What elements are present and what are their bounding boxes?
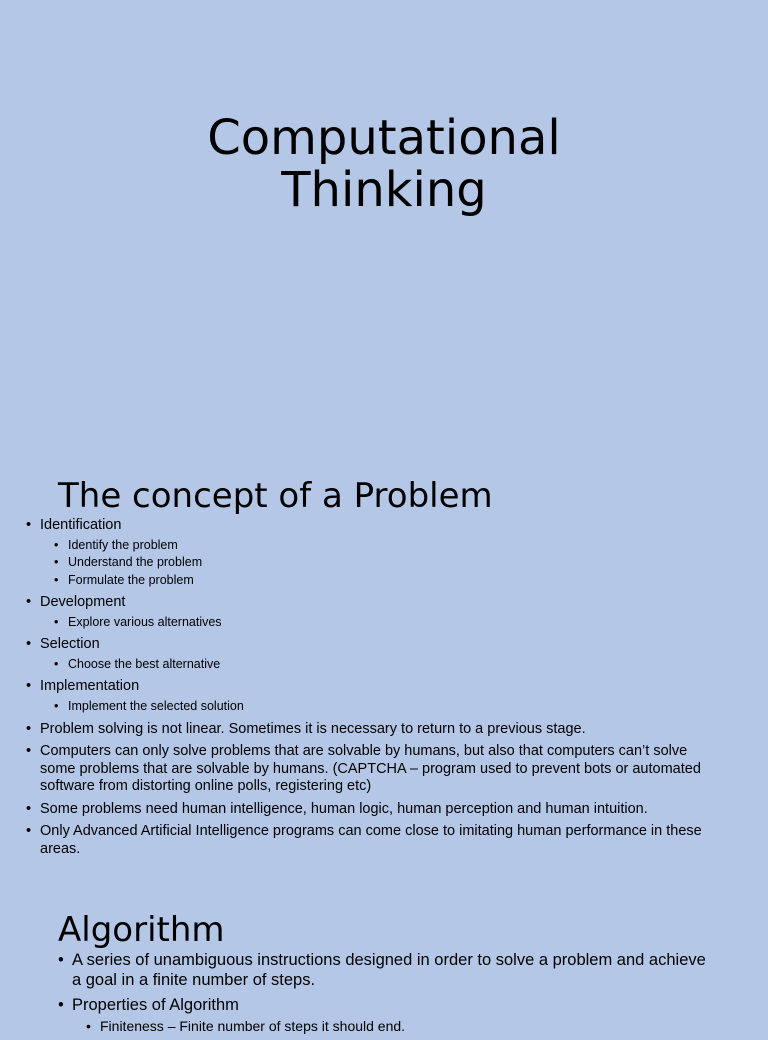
bullet-item: [26, 636, 726, 673]
title-slide: [0, 0, 768, 440]
bullet-item: [26, 678, 726, 715]
bullet-item: [26, 743, 726, 796]
sub-bullet-list: [40, 614, 726, 632]
sub-bullet-item: • Understand the problem: [40, 554, 726, 572]
bullet-item: [26, 517, 726, 589]
title-line-2: Thinking: [281, 162, 487, 218]
bullet-text: Identification: [40, 517, 122, 533]
bullet-item: [58, 950, 718, 990]
bullet-item: [26, 594, 726, 631]
sub-bullet-item: • Implement the selected solution: [40, 698, 726, 716]
bullet-text: Implementation: [40, 678, 140, 695]
slide-title: The concept of a Problem: [58, 476, 493, 516]
sub-bullet-item: • Explore various alternatives: [40, 614, 726, 632]
bullet-text: Some problems need human intelligence, human logic, human perception and human intuition.: [40, 800, 648, 817]
bullet-item: [58, 995, 718, 1035]
sub-bullet-item: • Formulate the problem: [40, 572, 726, 590]
bullet-item: [26, 801, 726, 819]
bullet-text: Problem solving is not linear. Sometimes it is necessary to return to a previous stage.: [40, 720, 586, 737]
sub-bullet-list: [40, 537, 726, 590]
bullet-text: Computers can only solve problems that are solvable by humans, but also that computers can’t solve some problems that are solvable by humans. (CAPTCHA – program used to prevent bots or automated software from distorting online polls, registering etc): [40, 743, 701, 795]
algorithm-slide: [0, 880, 768, 1034]
title-line-1: Computational: [207, 110, 561, 166]
bullet-text: A series of unambiguous instructions designed in order to solve a problem and achieve a goal in a finite number of steps.: [72, 951, 706, 989]
sub-bullet-item: • Finiteness – Finite number of steps it should end.: [72, 1017, 718, 1035]
bullet-item: [26, 823, 726, 858]
presentation-title: [0, 112, 768, 216]
bullet-text: Selection: [40, 636, 100, 653]
bullet-item: [26, 721, 726, 739]
bullet-list: [26, 517, 726, 863]
bullet-list: [58, 950, 718, 1040]
bullet-text: Properties of Algorithm: [72, 996, 239, 1014]
sub-bullet-list: [72, 1017, 718, 1035]
bullet-text: Only Advanced Artificial Intelligence programs can come close to imitating human performance in these areas.: [40, 823, 702, 857]
sub-bullet-item: • Choose the best alternative: [40, 656, 726, 674]
sub-bullet-list: [40, 698, 726, 716]
problem-concept-slide: [0, 440, 768, 880]
sub-bullet-list: [40, 656, 726, 674]
sub-bullet-item: • Identify the problem: [40, 537, 726, 555]
bullet-text: Development: [40, 594, 126, 611]
slide-title: Algorithm: [58, 910, 225, 950]
